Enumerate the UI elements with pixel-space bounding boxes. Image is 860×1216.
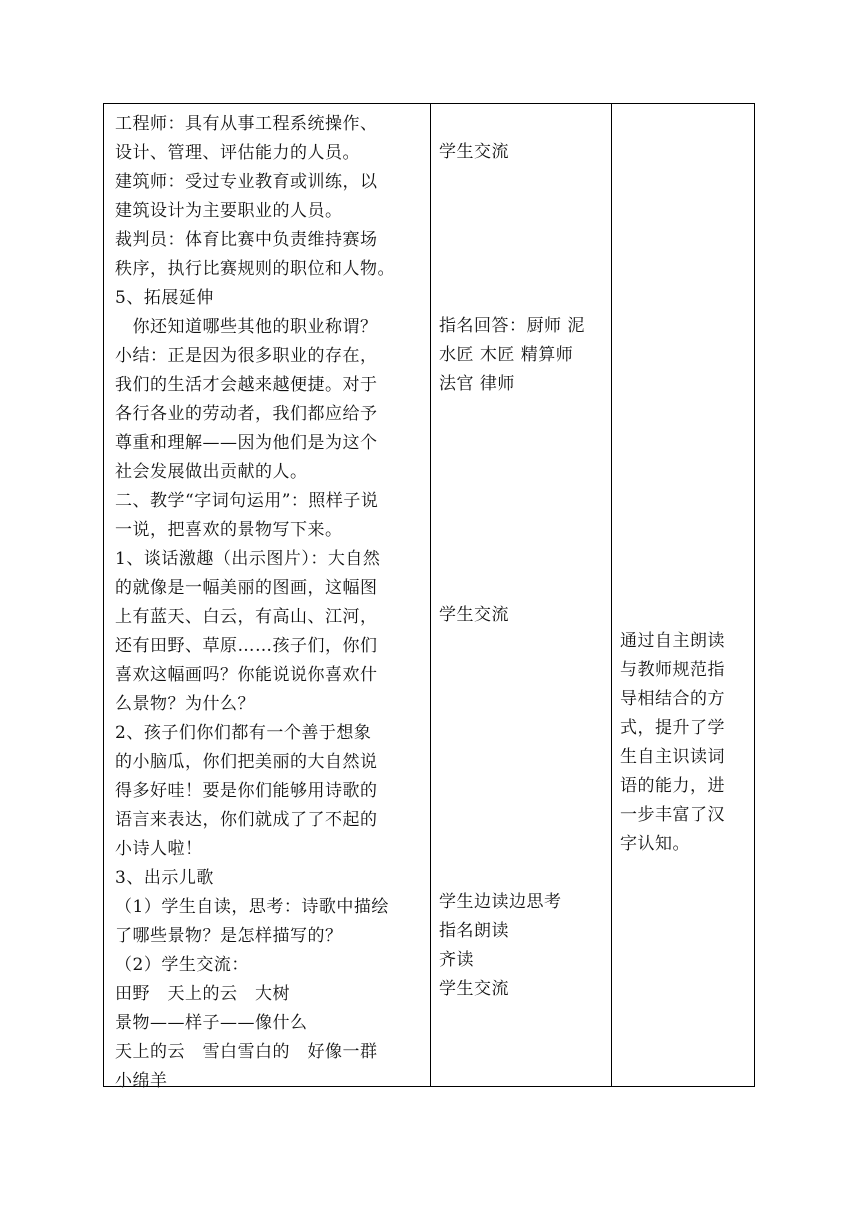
intent-line: 与教师规范指 xyxy=(620,660,725,680)
content-line: 2、孩子们你们都有一个善于想象 xyxy=(115,723,372,743)
content-line: 语言来表达，你们就成了了不起的 xyxy=(115,810,378,830)
content-line: 各行各业的劳动者，我们都应给予 xyxy=(115,404,378,424)
content-line: 喜欢这幅画吗？你能说说你喜欢什 xyxy=(115,665,378,685)
activity-line: 学生交流 xyxy=(439,979,509,999)
content-line: 工程师：具有从事工程系统操作、 xyxy=(115,114,378,134)
activity-line: 指名朗读 xyxy=(439,921,509,941)
student-activity-column xyxy=(431,104,611,1086)
content-line: 景物——样子——像什么 xyxy=(115,1013,308,1033)
content-line: 建筑设计为主要职业的人员。 xyxy=(115,201,343,221)
intent-line: 生自主识读词 xyxy=(620,747,725,767)
design-intent-block xyxy=(620,627,752,859)
content-line: 3、出示儿歌 xyxy=(115,868,214,888)
activity-line: 学生边读边思考 xyxy=(439,892,562,912)
content-line: 的小脑瓜，你们把美丽的大自然说 xyxy=(115,752,378,772)
content-line: 二、教学“字词句运用”：照样子说 xyxy=(115,491,379,511)
content-line: 尊重和理解——因为他们是为这个 xyxy=(115,433,378,453)
student-activity-block xyxy=(439,601,609,630)
content-line: 我们的生活才会越来越便捷。对于 xyxy=(115,375,378,395)
content-line: 小诗人啦！ xyxy=(115,839,203,859)
activity-line: 指名回答：厨师 泥 xyxy=(439,316,585,336)
teaching-content-column xyxy=(104,104,430,1091)
content-line: 设计、管理、评估能力的人员。 xyxy=(115,143,360,163)
content-line: 么景物？为什么？ xyxy=(115,694,255,714)
intent-line: 导相结合的方 xyxy=(620,689,725,709)
content-line: 小结：正是因为很多职业的存在， xyxy=(115,346,378,366)
student-activity-block xyxy=(439,888,609,1004)
content-line: 了哪些景物？是怎样描写的？ xyxy=(115,926,343,946)
content-line: 小绵羊 xyxy=(115,1071,168,1091)
content-line: 你还知道哪些其他的职业称谓？ xyxy=(115,317,378,337)
content-line: 一说，把喜欢的景物写下来。 xyxy=(115,520,343,540)
content-line: 还有田野、草原……孩子们，你们 xyxy=(115,636,378,656)
content-line: 田野 天上的云 大树 xyxy=(115,984,290,1004)
content-line: 秩序，执行比赛规则的职位和人物。 xyxy=(115,259,395,279)
content-line: （1）学生自读，思考：诗歌中描绘 xyxy=(115,897,389,917)
student-activity-block xyxy=(439,312,609,399)
content-line: 社会发展做出贡献的人。 xyxy=(115,462,308,482)
content-line: 5、拓展延伸 xyxy=(115,288,214,308)
activity-line: 学生交流 xyxy=(439,142,509,162)
activity-line: 法官 律师 xyxy=(439,374,515,394)
activity-line: 齐读 xyxy=(439,950,474,970)
intent-line: 一步丰富了汉 xyxy=(620,805,725,825)
activity-line: 水匠 木匠 精算师 xyxy=(439,345,574,365)
design-intent-column xyxy=(612,104,754,1086)
intent-line: 字认知。 xyxy=(620,834,690,854)
content-line: 天上的云 雪白雪白的 好像一群 xyxy=(115,1042,378,1062)
content-line: （2）学生交流： xyxy=(115,955,249,975)
content-line: 得多好哇！要是你们能够用诗歌的 xyxy=(115,781,378,801)
intent-line: 语的能力，进 xyxy=(620,776,725,796)
intent-line: 通过自主朗读 xyxy=(620,631,725,651)
intent-line: 式，提升了学 xyxy=(620,718,725,738)
content-line: 1、谈话激趣（出示图片）：大自然 xyxy=(115,549,381,569)
content-line: 上有蓝天、白云，有高山、江河， xyxy=(115,607,378,627)
content-line: 建筑师：受过专业教育或训练，以 xyxy=(115,172,378,192)
lesson-plan-table xyxy=(103,103,755,1091)
activity-line: 学生交流 xyxy=(439,605,509,625)
content-line: 裁判员：体育比赛中负责维持赛场 xyxy=(115,230,378,250)
student-activity-block xyxy=(439,138,609,167)
content-line: 的就像是一幅美丽的图画，这幅图 xyxy=(115,578,378,598)
